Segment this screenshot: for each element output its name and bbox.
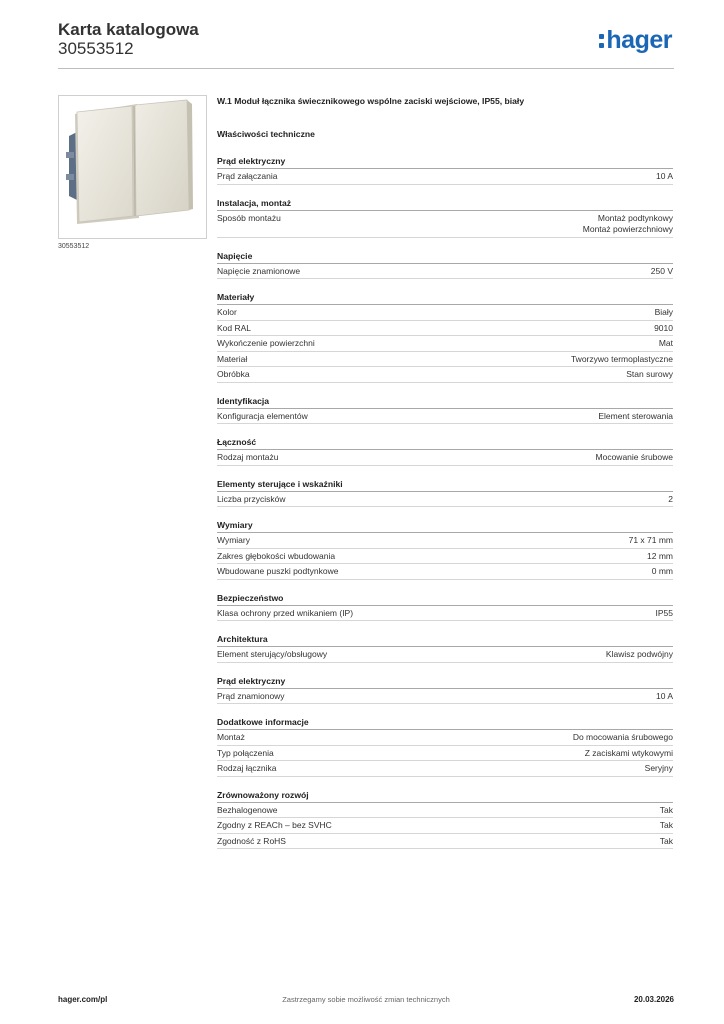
property-section bbox=[217, 676, 673, 705]
property-row bbox=[217, 564, 673, 580]
footer-disclaimer: Zastrzegamy sobie możliwość zmian technicznych bbox=[282, 995, 450, 1004]
property-label: Zgodny z REACh – bez SVHC bbox=[217, 820, 332, 830]
property-value bbox=[660, 805, 673, 817]
section-title: Zrównoważony rozwój bbox=[217, 790, 673, 803]
property-row bbox=[217, 730, 673, 746]
property-value-line: Tworzywo termoplastyczne bbox=[570, 353, 673, 364]
property-label: Kolor bbox=[217, 307, 237, 317]
header-divider bbox=[58, 68, 674, 69]
property-row bbox=[217, 264, 673, 280]
property-label: Materiał bbox=[217, 353, 248, 364]
property-value-line: 71 x 71 mm bbox=[628, 535, 673, 545]
product-content bbox=[217, 96, 673, 849]
property-row bbox=[217, 803, 673, 819]
property-section bbox=[217, 717, 673, 777]
page-header bbox=[58, 20, 674, 70]
property-label: Konfiguracja elementów bbox=[217, 410, 308, 421]
document-title: Karta katalogowa bbox=[58, 20, 199, 39]
property-section bbox=[217, 437, 673, 466]
footer-date: 20.03.2026 bbox=[633, 995, 674, 1004]
property-value bbox=[596, 452, 673, 464]
property-row bbox=[217, 169, 673, 185]
property-value-line: Do mocowania śrubowego bbox=[572, 732, 673, 742]
property-section bbox=[217, 198, 673, 238]
property-section bbox=[217, 520, 673, 580]
property-value bbox=[656, 171, 673, 183]
property-section bbox=[217, 396, 673, 425]
property-row bbox=[217, 746, 673, 762]
property-row bbox=[217, 761, 673, 777]
property-value bbox=[606, 649, 673, 661]
property-section bbox=[217, 479, 673, 508]
property-row bbox=[217, 647, 673, 663]
property-value bbox=[585, 748, 673, 760]
property-row bbox=[217, 336, 673, 352]
property-row bbox=[217, 352, 673, 368]
property-row bbox=[217, 321, 673, 337]
property-value bbox=[656, 608, 674, 620]
property-value-line: 10 A bbox=[655, 171, 673, 181]
section-title: Napięcie bbox=[217, 251, 673, 264]
switch-module-icon bbox=[59, 96, 206, 238]
property-label: Element sterujący/obsługowy bbox=[217, 649, 328, 659]
property-row bbox=[217, 367, 673, 383]
property-value bbox=[645, 763, 673, 775]
property-label: Sposób montażu bbox=[217, 212, 281, 223]
property-value-line: Stan surowy bbox=[626, 369, 673, 379]
property-value-line: Z zaciskami wtykowymi bbox=[584, 747, 673, 758]
image-caption: 30553512 bbox=[58, 243, 90, 250]
property-row bbox=[217, 211, 673, 238]
section-title: Architektura bbox=[217, 634, 673, 647]
property-value bbox=[629, 535, 673, 547]
property-row bbox=[217, 606, 673, 622]
property-section bbox=[217, 593, 673, 622]
section-title: Prąd elektryczny bbox=[217, 676, 673, 689]
section-title: Identyfikacja bbox=[217, 396, 673, 409]
property-label: Rodzaj łącznika bbox=[217, 763, 277, 773]
property-value-line: 10 A bbox=[655, 690, 673, 701]
property-value bbox=[656, 691, 673, 703]
property-label: Prąd znamionowy bbox=[217, 690, 285, 701]
property-value bbox=[652, 566, 673, 578]
property-row bbox=[217, 450, 673, 466]
property-section bbox=[217, 634, 673, 663]
property-value bbox=[583, 213, 673, 236]
property-label: Bezhalogenowe bbox=[217, 804, 278, 815]
property-value-line: Mocowanie śrubowe bbox=[595, 452, 673, 462]
property-row bbox=[217, 305, 673, 321]
property-label: Napięcie znamionowe bbox=[217, 265, 301, 276]
property-value bbox=[668, 494, 673, 506]
property-label: Wbudowane puszki podtynkowe bbox=[217, 566, 339, 576]
property-label: Typ połączenia bbox=[217, 747, 274, 758]
property-value-line: 0 mm bbox=[651, 566, 673, 576]
property-value-line: Tak bbox=[659, 835, 673, 846]
footer-website: hager.com/pl bbox=[58, 995, 108, 1004]
property-label: Klasa ochrony przed wnikaniem (IP) bbox=[217, 607, 354, 618]
section-title: Prąd elektryczny bbox=[217, 156, 673, 169]
property-value bbox=[659, 338, 673, 350]
property-label: Zgodność z RoHS bbox=[217, 835, 286, 846]
property-label: Prąd załączania bbox=[217, 171, 278, 181]
property-row bbox=[217, 689, 673, 705]
property-section bbox=[217, 156, 673, 185]
property-value-line: Klawisz podwójny bbox=[605, 649, 673, 659]
property-value bbox=[660, 836, 673, 848]
section-title: Instalacja, montaż bbox=[217, 198, 673, 211]
property-value bbox=[626, 369, 673, 381]
property-value-line: 9010 bbox=[654, 322, 673, 333]
property-value bbox=[598, 411, 673, 423]
property-value bbox=[654, 323, 673, 335]
page-footer bbox=[58, 995, 674, 1009]
product-title: W.1 Moduł łącznika świecznikowego wspólne zaciski wejściowe, IP55, biały bbox=[217, 96, 525, 106]
property-label: Montaż bbox=[217, 732, 245, 742]
technical-properties-heading: Właściwości techniczne bbox=[217, 129, 315, 139]
property-label: Zakres głębokości wbudowania bbox=[217, 550, 336, 561]
property-row bbox=[217, 533, 673, 549]
property-label: Obróbka bbox=[217, 369, 250, 379]
property-value-line: Mat bbox=[658, 338, 673, 348]
property-value-line: Tak bbox=[659, 820, 673, 830]
property-row bbox=[217, 492, 673, 508]
property-section bbox=[217, 292, 673, 383]
property-value-line: Montaż powierzchniowy bbox=[582, 224, 673, 234]
property-label: Wymiary bbox=[217, 535, 250, 545]
property-value bbox=[573, 732, 673, 744]
section-title: Materiały bbox=[217, 292, 673, 305]
property-value-line: Tak bbox=[659, 804, 673, 815]
property-value-line: IP55 bbox=[655, 607, 673, 618]
property-value-line: Seryjny bbox=[644, 763, 673, 773]
property-label: Rodzaj montażu bbox=[217, 452, 279, 462]
catalog-number: 30553512 bbox=[58, 39, 134, 58]
property-section bbox=[217, 790, 673, 850]
property-value-line: Element sterowania bbox=[598, 410, 673, 421]
property-value-line: Biały bbox=[654, 307, 673, 317]
property-value-line: 250 V bbox=[650, 265, 673, 276]
property-label: Wykończenie powierzchni bbox=[217, 338, 315, 348]
property-value-line: 12 mm bbox=[647, 550, 673, 561]
property-row bbox=[217, 834, 673, 850]
property-value bbox=[651, 266, 673, 278]
property-value bbox=[571, 354, 673, 366]
hager-logo bbox=[599, 26, 672, 54]
section-title: Łączność bbox=[217, 437, 673, 450]
property-value-line: 2 bbox=[668, 493, 673, 504]
logo-text: hager bbox=[606, 26, 672, 54]
property-label: Liczba przycisków bbox=[217, 493, 286, 504]
property-value bbox=[655, 307, 673, 319]
property-value-line: Montaż podtynkowy bbox=[597, 212, 673, 223]
section-title: Wymiary bbox=[217, 520, 673, 533]
logo-dots-icon bbox=[599, 31, 604, 49]
property-row bbox=[217, 818, 673, 834]
property-value bbox=[660, 820, 673, 832]
section-title: Dodatkowe informacje bbox=[217, 717, 673, 730]
section-title: Bezpieczeństwo bbox=[217, 593, 673, 606]
properties-sections bbox=[217, 156, 673, 849]
property-row bbox=[217, 549, 673, 565]
property-section bbox=[217, 251, 673, 280]
product-image bbox=[58, 95, 207, 239]
property-label: Kod RAL bbox=[217, 322, 252, 333]
property-row bbox=[217, 409, 673, 425]
section-title: Elementy sterujące i wskaźniki bbox=[217, 479, 673, 492]
property-value bbox=[647, 551, 673, 563]
